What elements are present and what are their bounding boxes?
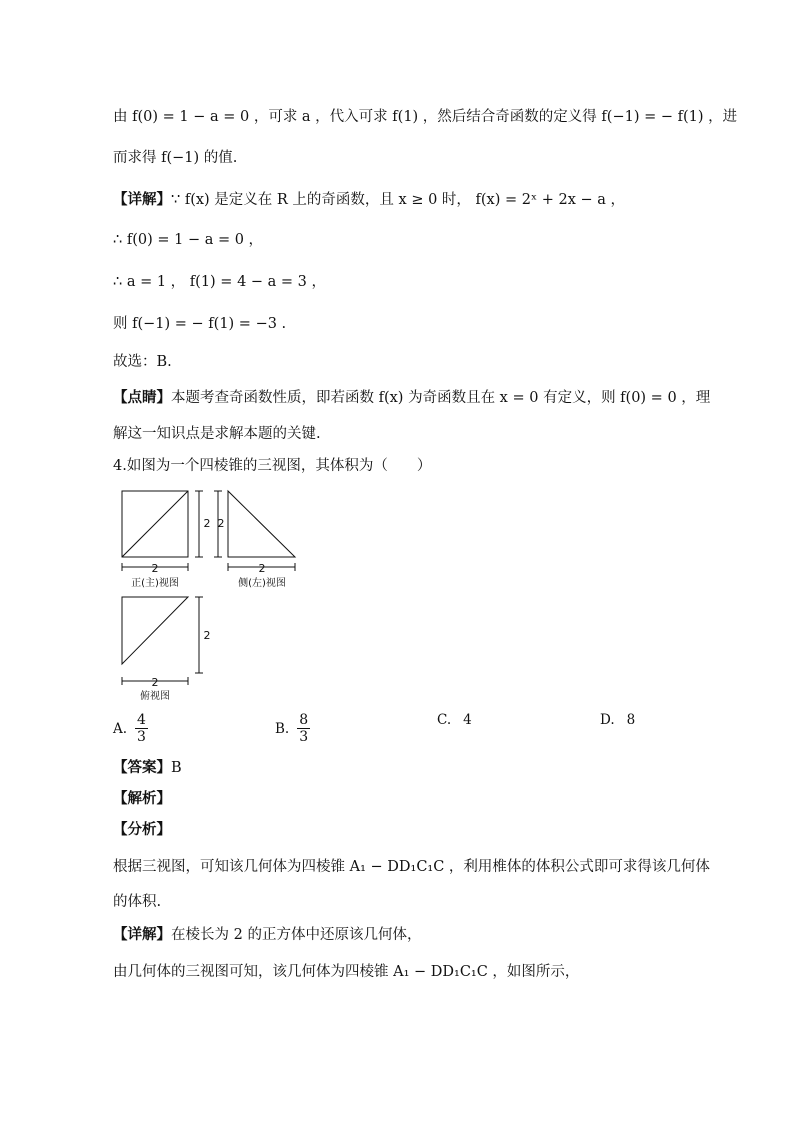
option-d-label: D. bbox=[600, 712, 615, 728]
option-a-fraction bbox=[135, 712, 148, 745]
front-view-diagonal bbox=[122, 491, 188, 557]
side-view-caption: 侧(左)视图 bbox=[238, 578, 286, 589]
option-b-fraction bbox=[297, 712, 310, 745]
remark-text: 本题考查奇函数性质，即若函数 f(x) 为奇函数且在 x = 0 有定义，则 f(0) = 0 ，理 bbox=[171, 390, 711, 406]
option-b-label: B. bbox=[275, 720, 290, 737]
text-line-9: 解这一知识点是求解本题的关键. bbox=[113, 426, 321, 442]
answer-line bbox=[113, 758, 182, 778]
option-b bbox=[275, 712, 310, 745]
text-line-1: 由 f(0) = 1 − a = 0 ，可求 a ，代入可求 f(1) ，然后结合奇函数的定义得 f(−1) = − f(1) ，进 bbox=[113, 109, 738, 125]
text-line-2: 而求得 f(−1) 的值. bbox=[113, 150, 238, 166]
option-d bbox=[600, 712, 635, 728]
three-view-figure bbox=[115, 485, 315, 705]
detail2-tag: 【详解】 bbox=[113, 926, 171, 943]
option-c-value: 4 bbox=[463, 712, 472, 728]
option-c bbox=[437, 712, 472, 728]
analysis-line-1: 根据三视图，可知该几何体为四棱锥 A₁ − DD₁C₁C ，利用椎体的体积公式即可求得该几何体 bbox=[113, 859, 710, 875]
text-line-4: ∴ f(0) = 1 − a = 0 ， bbox=[113, 232, 264, 248]
text-line-6: 则 f(−1) = − f(1) = −3 . bbox=[113, 316, 287, 332]
answer-value: B bbox=[171, 760, 182, 776]
text-line-8 bbox=[113, 388, 710, 408]
top-view-triangle bbox=[122, 597, 188, 664]
question-4: 4.如图为一个四棱锥的三视图，其体积为（ ） bbox=[113, 458, 432, 474]
text-line-5: ∴ a = 1 ， f(1) = 4 − a = 3 ， bbox=[113, 274, 327, 290]
side-width-label: 2 bbox=[258, 562, 266, 575]
remark-tag: 【点睛】 bbox=[113, 389, 171, 406]
detail-text: ∵ f(x) 是定义在 R 上的奇函数，且 x ≥ 0 时， f(x) = 2ˣ + 2x − a ， bbox=[171, 192, 626, 208]
text-line-3 bbox=[113, 190, 625, 210]
side-height-label: 2 bbox=[217, 517, 225, 530]
detail-line-1 bbox=[113, 925, 421, 945]
option-b-denominator: 3 bbox=[299, 729, 309, 745]
front-view-caption: 正(主)视图 bbox=[131, 578, 179, 589]
text-line-7: 故选：B. bbox=[113, 354, 172, 370]
option-c-label: C. bbox=[437, 712, 452, 728]
top-width-label: 2 bbox=[151, 676, 159, 689]
detail2-text: 在棱长为 2 的正方体中还原该几何体， bbox=[171, 927, 422, 943]
option-d-value: 8 bbox=[626, 712, 636, 728]
analysis-line-2: 的体积. bbox=[113, 894, 162, 910]
option-a-numerator: 4 bbox=[137, 712, 146, 728]
fenxi-heading: 【分析】 bbox=[113, 821, 171, 838]
option-a-label: A. bbox=[113, 720, 128, 737]
side-view-triangle bbox=[228, 491, 295, 557]
answer-tag: 【答案】 bbox=[113, 759, 171, 776]
top-height-label: 2 bbox=[203, 629, 211, 642]
option-b-numerator: 8 bbox=[299, 712, 309, 728]
top-view-caption: 俯视图 bbox=[140, 691, 170, 702]
detail-tag: 【详解】 bbox=[113, 191, 171, 208]
front-width-label: 2 bbox=[151, 562, 159, 575]
option-a bbox=[113, 712, 148, 745]
analysis-heading: 【解析】 bbox=[113, 790, 171, 807]
detail-line-2: 由几何体的三视图可知，该几何体为四棱锥 A₁ − DD₁C₁C ，如图所示， bbox=[113, 964, 580, 980]
option-a-denominator: 3 bbox=[137, 729, 146, 745]
front-height-label: 2 bbox=[203, 517, 211, 530]
